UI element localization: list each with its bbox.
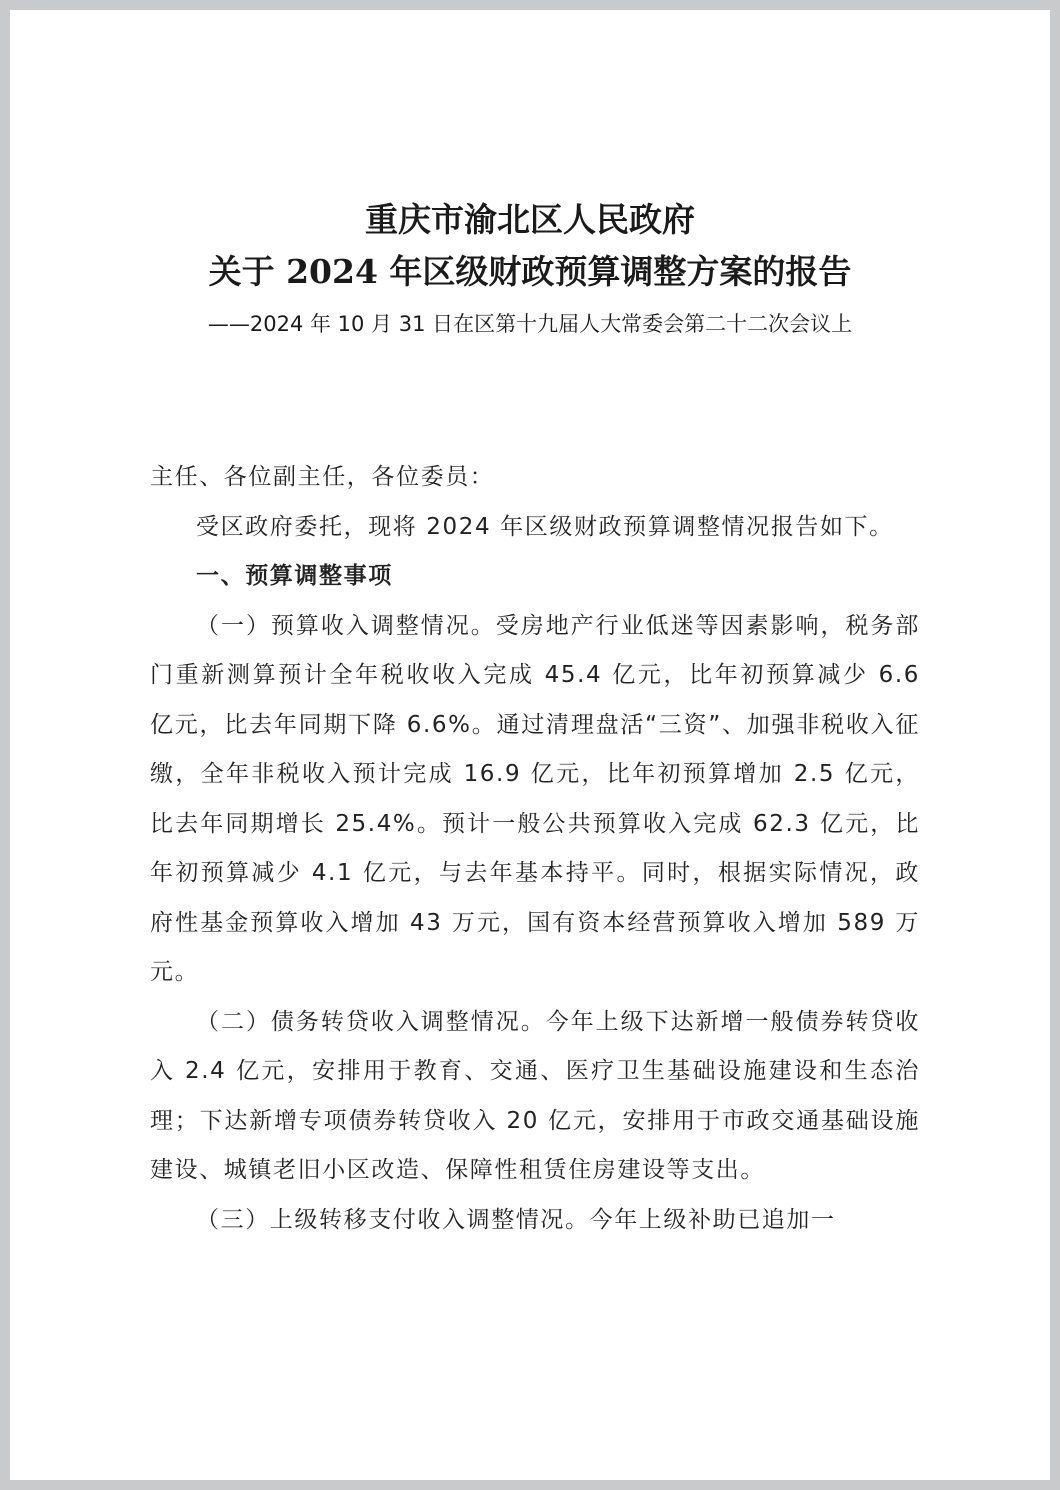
paragraph-budget-revenue xyxy=(150,602,920,998)
paragraph-text: 今年上级补助已追加一 xyxy=(589,1206,836,1233)
document-title-line2: 关于 2024 年区级财政预算调整方案的报告 xyxy=(208,252,852,291)
document-title-line1: 重庆市渝北区人民政府 xyxy=(365,200,695,239)
paragraph-lead: （三）上级转移支付收入调整情况。 xyxy=(196,1206,590,1233)
paragraph-debt-revenue xyxy=(150,998,920,1196)
salutation: 主任、各位副主任，各位委员： xyxy=(150,464,495,490)
paragraph-lead: （二）债务转贷收入调整情况。 xyxy=(196,1008,546,1035)
paragraph-transfer-revenue xyxy=(150,1196,920,1246)
section-heading: 一、预算调整事项 xyxy=(196,563,393,589)
paragraph-lead: （一）预算收入调整情况。 xyxy=(196,612,496,639)
document-subtitle: ——2024 年 10 月 31 日在区第十九届人大常委会第二十二次会议上 xyxy=(207,312,853,336)
intro-paragraph: 受区政府委托，现将 2024 年区级财政预算调整情况报告如下。 xyxy=(196,513,894,540)
document-body xyxy=(150,453,920,1245)
paragraph-text: 受房地产行业低迷等因素影响，税务部门重新测算预计全年税收收入完成 45.4 亿元，比年初预算减少 6.6 亿元，比去年同期下降 6.6%。通过清理盘活“三资”、加强非税收入征缴，全年非税收入预计完成 16.9 亿元，比年初预算增加 2.5 亿元，比去年同期增长 25.4%。预计一般公共预算收入完成 62.3 亿元，比年初预算减少 4.1 亿元，与去年基本持平。同时，根据实际情况，政府性基金预算收入增加 43 万元，国有资本经营预算收入增加 589 万元。 xyxy=(150,612,921,985)
document-page xyxy=(10,10,1050,1480)
paragraph-text: 今年上级下达新增一般债券转贷收入 2.4 亿元，安排用于教育、交通、医疗卫生基础设施建设和生态治理；下达新增专项债券转贷收入 20 亿元，安排用于市政交通基础设施建设、城镇老旧小区改造、保障性租赁住房建设等支出。 xyxy=(150,1008,920,1183)
